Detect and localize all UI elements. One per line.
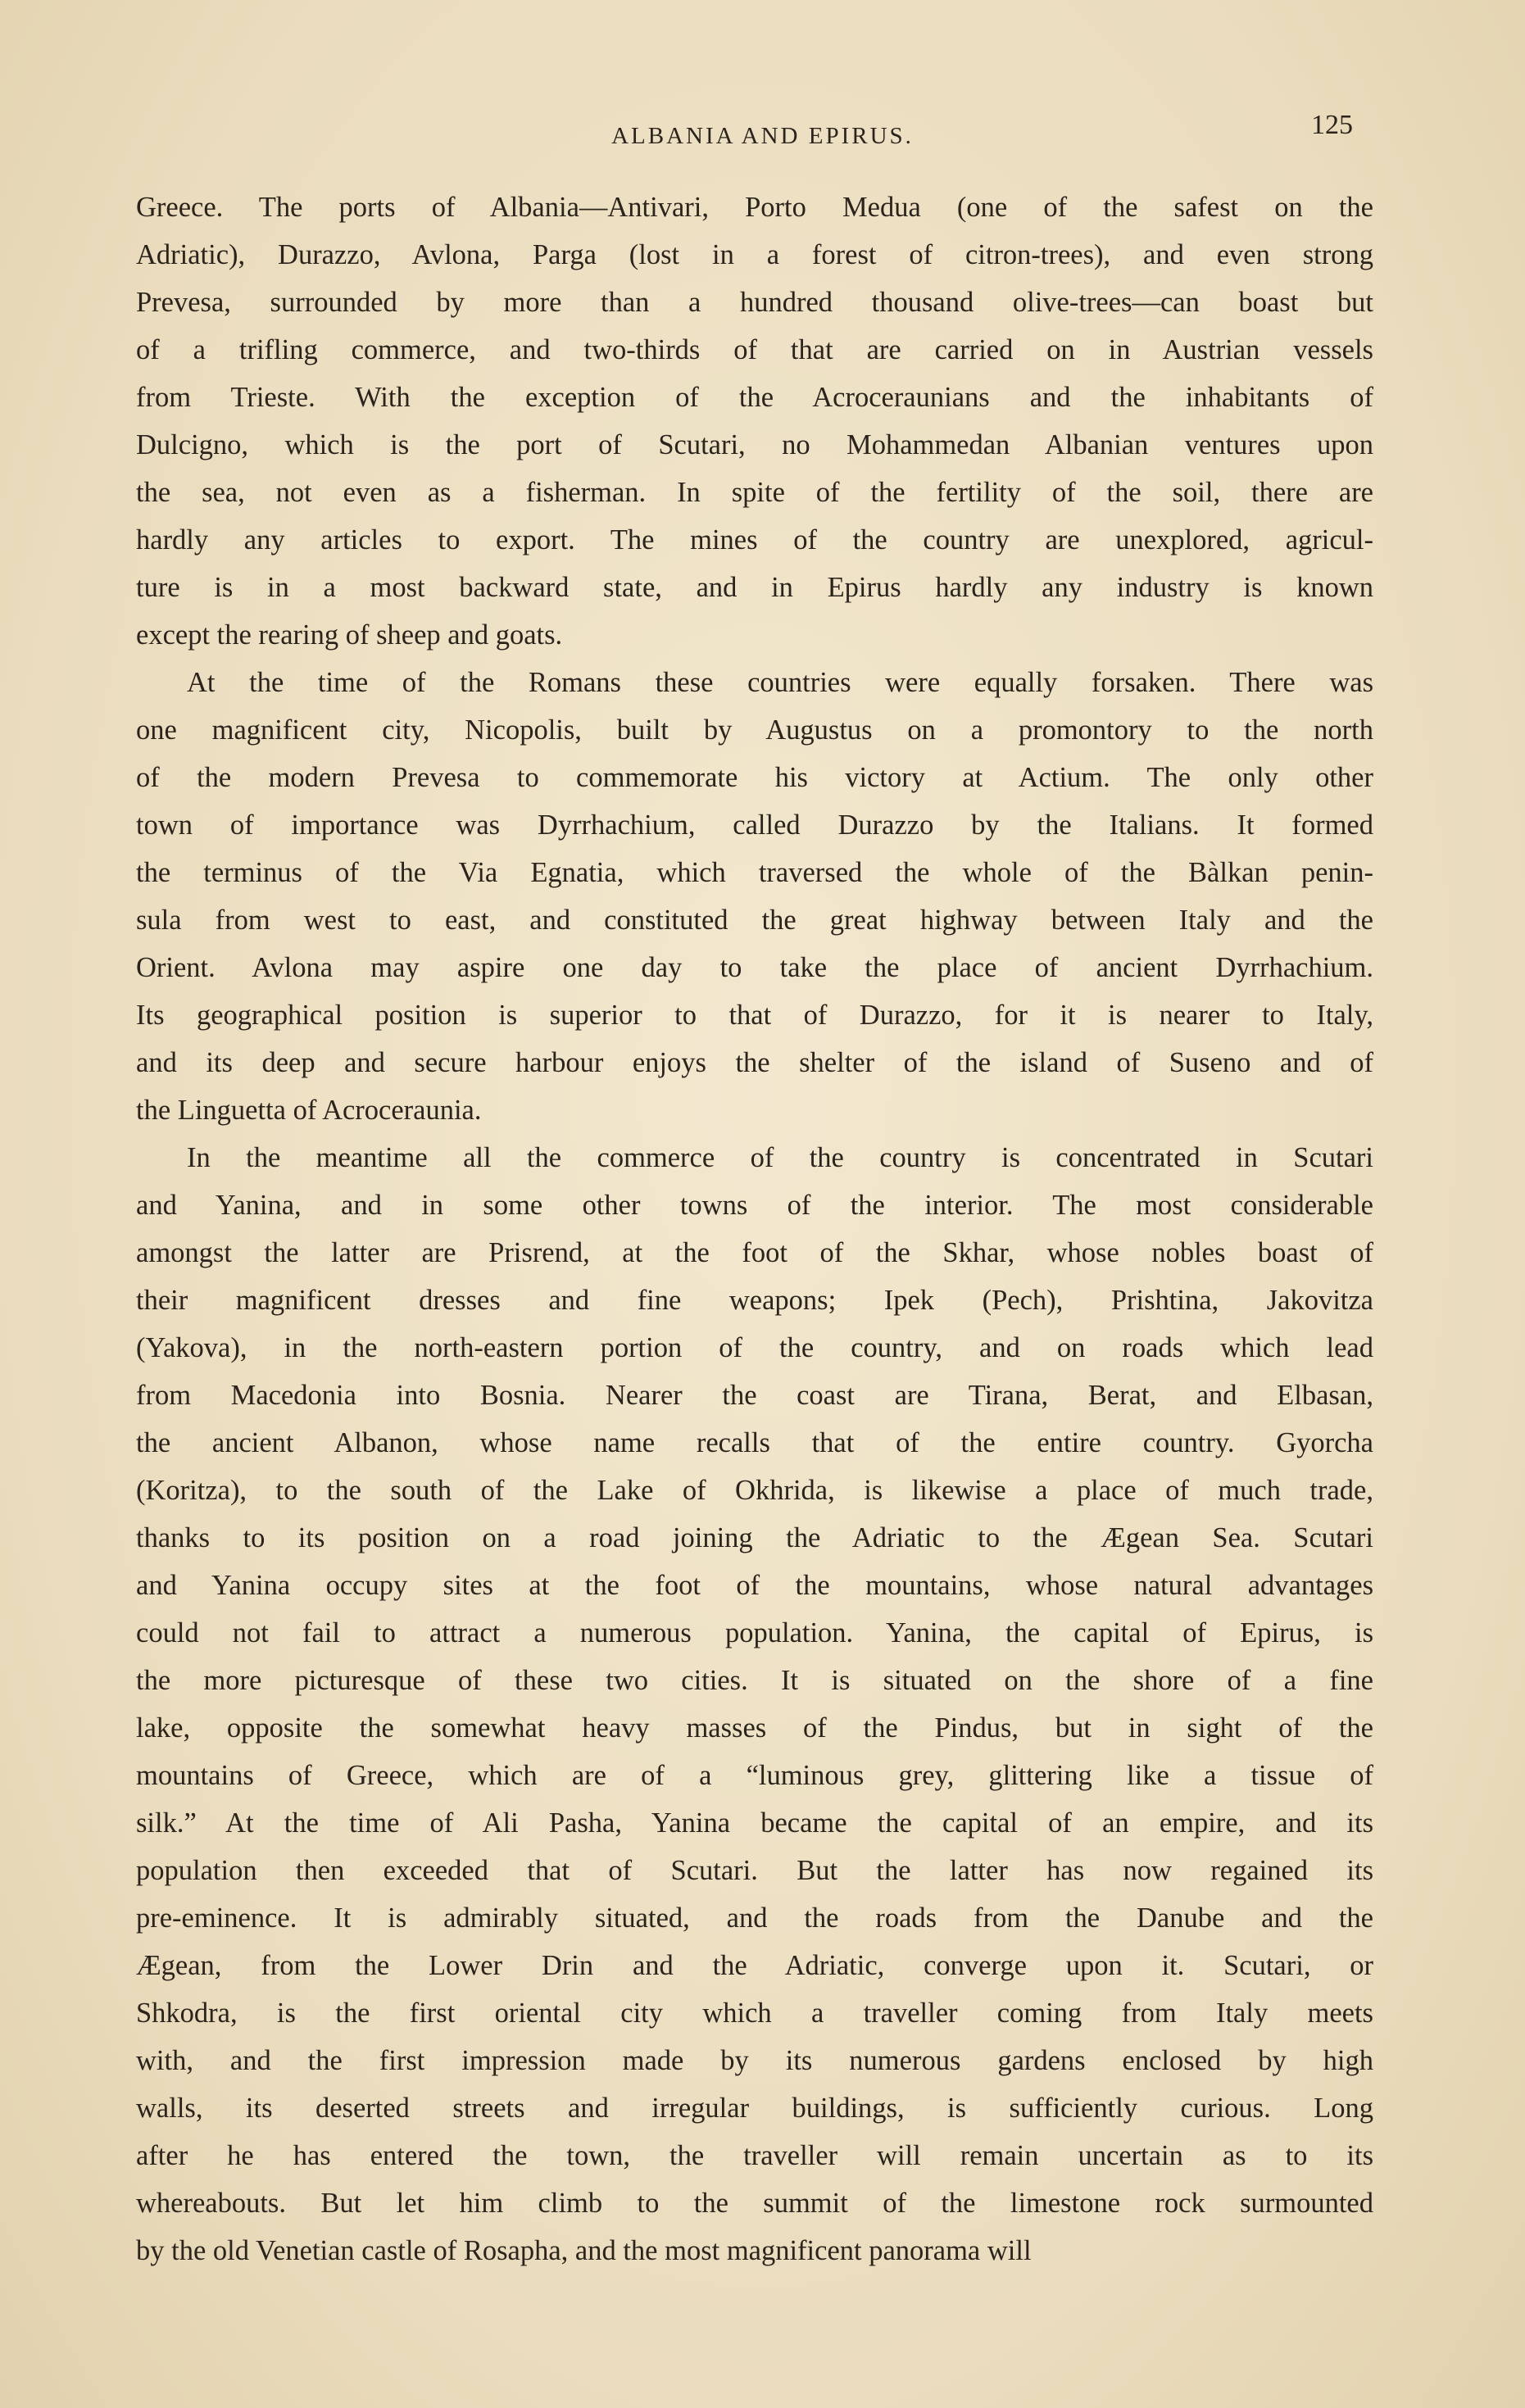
text-line: In the meantime all the commerce of the country is concentrated in Scutari — [187, 1142, 1373, 1173]
text-line: could not fail to attract a numerous population. Yanina, the capital of Epirus, is — [136, 1617, 1373, 1648]
page-number: 125 — [1311, 110, 1353, 140]
text-line: sula from west to east, and constituted the great highway between Italy and the — [136, 905, 1373, 936]
paragraph — [136, 1134, 1373, 2274]
text-line: Ægean, from the Lower Drin and the Adriatic, converge upon it. Scutari, or — [136, 1950, 1373, 1981]
text-line: At the time of the Romans these countries were equally forsaken. There was — [187, 667, 1373, 698]
text-line: Prevesa, surrounded by more than a hundred thousand olive-trees—can boast but — [136, 287, 1373, 318]
text-line: Shkodra, is the first oriental city which a traveller coming from Italy meets — [136, 1998, 1373, 2029]
text-line: of the modern Prevesa to commemorate his victory at Actium. The only other — [136, 762, 1373, 793]
text-line: walls, its deserted streets and irregular buildings, is sufficiently curious. Long — [136, 2093, 1373, 2124]
text-line: with, and the first impression made by its numerous gardens enclosed by high — [136, 2045, 1373, 2076]
text-line: the sea, not even as a fisherman. In spite of the fertility of the soil, there are — [136, 477, 1373, 508]
text-line: Orient. Avlona may aspire one day to take the place of ancient Dyrrhachium. — [136, 952, 1373, 983]
text-line: hardly any articles to export. The mines of the country are unexplored, agricul- — [136, 524, 1373, 556]
text-line: from Trieste. With the exception of the Acroceraunians and the inhabitants of — [136, 382, 1373, 413]
text-line: from Macedonia into Bosnia. Nearer the coast are Tirana, Berat, and Elbasan, — [136, 1380, 1373, 1411]
text-line: by the old Venetian castle of Rosapha, and the most magnificent panorama will — [136, 2235, 1032, 2266]
text-line: town of importance was Dyrrhachium, called Durazzo by the Italians. It formed — [136, 809, 1373, 841]
text-line: one magnificent city, Nicopolis, built by Augustus on a promontory to the north — [136, 714, 1373, 746]
text-line: their magnificent dresses and fine weapons; Ipek (Pech), Prishtina, Jakovitza — [136, 1285, 1373, 1316]
text-line: the ancient Albanon, whose name recalls that of the entire country. Gyorcha — [136, 1427, 1373, 1458]
text-line: ture is in a most backward state, and in Epirus hardly any industry is known — [136, 572, 1373, 603]
text-line: the Linguetta of Acroceraunia. — [136, 1095, 482, 1126]
text-line: and Yanina occupy sites at the foot of the mountains, whose natural advantages — [136, 1570, 1373, 1601]
text-line: amongst the latter are Prisrend, at the foot of the Skhar, whose nobles boast of — [136, 1237, 1373, 1268]
text-line: after he has entered the town, the traveller will remain uncertain as to its — [136, 2140, 1373, 2171]
paragraph — [136, 659, 1373, 1134]
body-text — [136, 184, 1373, 2274]
text-line: the more picturesque of these two cities. It is situated on the shore of a fine — [136, 1665, 1373, 1696]
paragraph — [136, 184, 1373, 659]
text-line: the terminus of the Via Egnatia, which traversed the whole of the Bàlkan penin- — [136, 857, 1373, 888]
text-line: lake, opposite the somewhat heavy masses of the Pindus, but in sight of the — [136, 1712, 1373, 1744]
text-line: and its deep and secure harbour enjoys the shelter of the island of Suseno and of — [136, 1047, 1373, 1078]
text-line: of a trifling commerce, and two-thirds of that are carried on in Austrian vessels — [136, 334, 1373, 365]
text-line: and Yanina, and in some other towns of the interior. The most considerable — [136, 1190, 1373, 1221]
text-line: Adriatic), Durazzo, Avlona, Parga (lost in a forest of citron-trees), and even strong — [136, 239, 1373, 270]
text-line: whereabouts. But let him climb to the summit of the limestone rock surmounted — [136, 2188, 1373, 2219]
text-line: Greece. The ports of Albania—Antivari, Porto Medua (one of the safest on the — [136, 192, 1373, 223]
text-line: mountains of Greece, which are of a “luminous grey, glittering like a tissue of — [136, 1760, 1373, 1791]
text-line: thanks to its position on a road joining the Adriatic to the Ægean Sea. Scutari — [136, 1522, 1373, 1553]
text-line: except the rearing of sheep and goats. — [136, 619, 563, 651]
text-line: pre-eminence. It is admirably situated, and the roads from the Danube and the — [136, 1902, 1373, 1934]
text-line: (Koritza), to the south of the Lake of Okhrida, is likewise a place of much trade, — [136, 1475, 1373, 1506]
text-line: (Yakova), in the north-eastern portion of the country, and on roads which lead — [136, 1332, 1373, 1363]
text-line: population then exceeded that of Scutari. But the latter has now regained its — [136, 1855, 1373, 1886]
running-head: ALBANIA AND EPIRUS. — [611, 123, 914, 149]
text-line: Dulcigno, which is the port of Scutari, no Mohammedan Albanian ventures upon — [136, 429, 1373, 460]
text-line: Its geographical position is superior to that of Durazzo, for it is nearer to Italy, — [136, 1000, 1373, 1031]
text-line: silk.” At the time of Ali Pasha, Yanina became the capital of an empire, and its — [136, 1807, 1373, 1839]
